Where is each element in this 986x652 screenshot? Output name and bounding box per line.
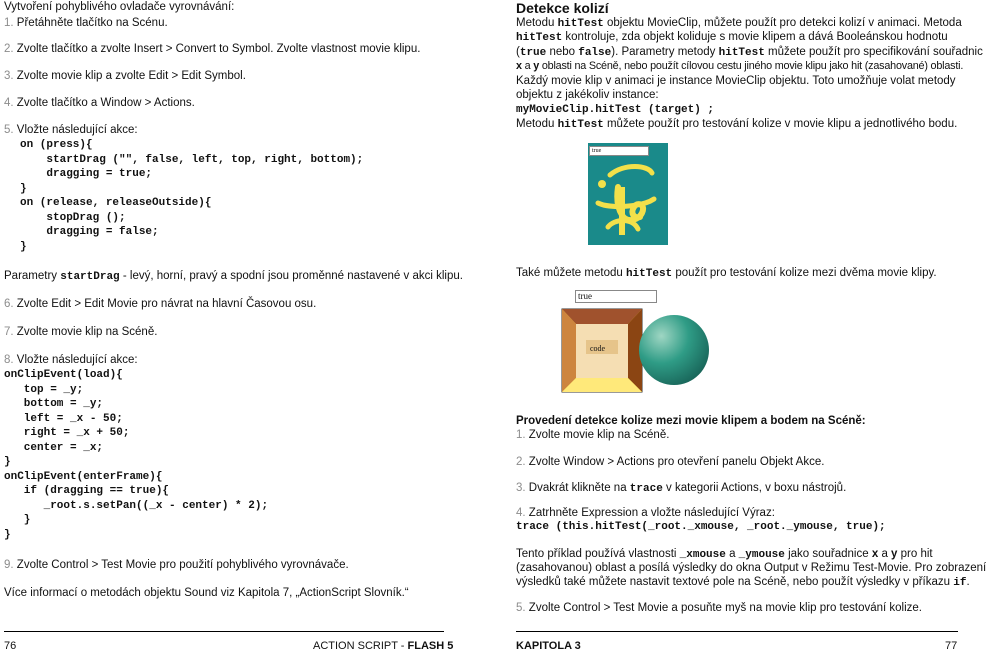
code-line: } [20, 241, 27, 253]
para-line-3: výsledků také můžete nastavit textové pole na Scéně, nebo použít výsledky v příkazu if. [516, 576, 970, 589]
footer-title-right: KAPITOLA 3 [516, 640, 581, 652]
trace-code: trace (this.hitTest(_root._xmouse, _root._ymouse, true); [516, 521, 886, 533]
code-line: } [4, 514, 31, 526]
code-line: on (press){ [20, 139, 93, 151]
section-heading: Detekce kolizí [516, 0, 609, 16]
page-number-left: 76 [4, 640, 17, 652]
code-line: dragging = false; [20, 226, 159, 238]
step-6: 6. Zvolte Edit > Edit Movie pro návrat na hlavní Časovou osu. [4, 298, 317, 310]
step-5: 5. Vložte následující akce: [4, 124, 138, 136]
sphere-shape [639, 315, 709, 385]
output-field-2: true [575, 290, 657, 303]
r-step-3: 3. Dvakrát klikněte na trace v kategorii Actions, v boxu nástrojů. [516, 482, 847, 495]
code-line: right = _x + 50; [4, 427, 130, 439]
intro-line-1: Metodu hitTest objektu MovieClip, můžete použít pro detekci kolizí v animaci. Metoda [516, 17, 962, 30]
intro-line-2: hitTest kontroluje, zda objekt koliduje s movie klipem a dává Booleánskou hodnotu [516, 31, 948, 44]
code-line: dragging = true; [20, 168, 153, 180]
more-info: Více informací o metodách objektu Sound viz Kapitola 7, „ActionScript Slovník.“ [4, 587, 409, 599]
code-line: bottom = _y; [4, 398, 104, 410]
para-line-2: (zasahovanou) oblast a posílá výsledky do okna Output v Režimu Test-Movie. Pro zobrazení [516, 562, 986, 574]
step-1: 1. Přetáhněte tlačítko na Scénu. [4, 17, 168, 29]
intro-line-4: x a y oblasti na Scéně, nebo použít cílovou cestu jiného movie klipu jako hit (zasahované) oblasti. [516, 60, 964, 72]
figure-clip-hittest [560, 306, 710, 394]
step-2: 2. Zvolte tlačítko a zvolte Insert > Convert to Symbol. Zvolte vlastnost movie klipu. [4, 43, 421, 55]
code-line: on (release, releaseOutside){ [20, 197, 212, 209]
code-line: onClipEvent(enterFrame){ [4, 471, 163, 483]
step-3: 3. Zvolte movie klip a zvolte Edit > Edit Symbol. [4, 70, 246, 82]
step-8: 8. Vložte následující akce: [4, 354, 138, 366]
intro-line-6: objektu z jakékoliv instance: [516, 89, 659, 101]
sub-heading: Provedení detekce kolize mezi movie klipem a bodem na Scéně: [516, 415, 866, 427]
footer-rule-right [516, 631, 958, 632]
step-9: 9. Zvolte Control > Test Movie pro použití pohyblivého vyrovnávače. [4, 559, 349, 571]
code-line: } [4, 529, 11, 541]
code-line: if (dragging == true){ [4, 485, 170, 497]
para-line-1: Tento příklad používá vlastnosti _xmouse a _ymouse jako souřadnice x a y pro hit [516, 548, 933, 561]
code-line: left = _x - 50; [4, 413, 123, 425]
also-line: Také můžete metodu hitTest použít pro testování kolize mezi dvěma movie klipy. [516, 267, 937, 280]
step-4: 4. Zvolte tlačítko a Window > Actions. [4, 97, 195, 109]
left-title: Vytvoření pohyblivého ovladače vyrovnávání: [4, 1, 235, 13]
figure-point-hittest [588, 143, 668, 245]
r-step-4: 4. Zatrhněte Expression a vložte následující Výraz: [516, 507, 775, 519]
r-step-5: 5. Zvolte Control > Test Movie a posuňte myš na movie klip pro testování kolize. [516, 602, 923, 614]
output-field: true [589, 146, 649, 156]
box-label: code [590, 344, 606, 353]
code-line: } [20, 183, 27, 195]
intro-line-5: Každý movie klip v animaci je instance MovieClip objektu. Toto umožňuje volat metody [516, 75, 956, 87]
r-step-2: 2. Zvolte Window > Actions pro otevření panelu Objekt Akce. [516, 456, 825, 468]
r-step-1: 1. Zvolte movie klip na Scéně. [516, 429, 670, 441]
param-note: Parametry startDrag - levý, horní, pravý a spodní jsou proměnné nastavené v akci klipu. [4, 270, 463, 283]
code-line: center = _x; [4, 442, 104, 454]
intro-line-8: Metodu hitTest můžete použít pro testování kolize v movie klipu a jednotlivého bodu. [516, 118, 958, 131]
code-line: } [4, 456, 11, 468]
code-line: stopDrag (); [20, 212, 126, 224]
step-7: 7. Zvolte movie klip na Scéně. [4, 326, 158, 338]
yellow-squiggle-shape [588, 143, 668, 245]
code-line: _root.s.setPan((_x - center) * 2); [4, 500, 269, 512]
code-line: startDrag ("", false, left, top, right, bottom); [20, 154, 364, 166]
footer-rule-left [4, 631, 444, 632]
page-number-right: 77 [945, 640, 958, 652]
footer-title-left: ACTION SCRIPT - FLASH 5 [313, 640, 454, 652]
mc-code: myMovieClip.hitTest (target) ; [516, 104, 715, 116]
code-line: top = _y; [4, 384, 84, 396]
code-line: onClipEvent(load){ [4, 369, 123, 381]
intro-line-3: (true nebo false). Parametry metody hitTest můžete použít pro specifikování souřadnic [516, 46, 983, 59]
